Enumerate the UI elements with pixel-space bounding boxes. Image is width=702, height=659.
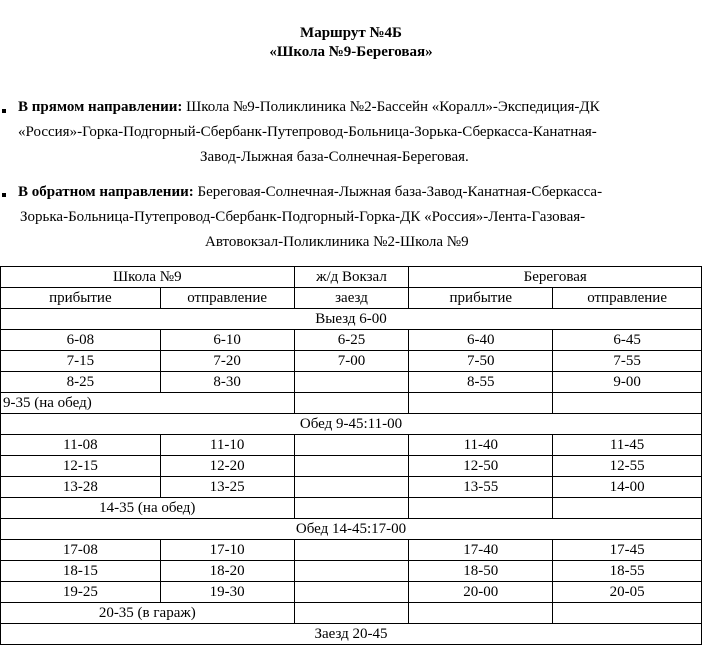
col-arrival-2: прибытие (409, 288, 553, 309)
table-cell: 6-45 (553, 330, 702, 351)
table-cell: 17-08 (1, 540, 161, 561)
reverse-line-2: Зорька-Больница-Путепровод-Сбербанк-Подгорный-Горка-ДК «Россия»-Лента-Газовая- (20, 209, 586, 225)
break-note: 20-35 (в гараж) (1, 603, 295, 624)
table-cell (294, 456, 409, 477)
section-header-row (1, 414, 702, 435)
group-station: ж/д Вокзал (294, 267, 409, 288)
table-cell (409, 393, 553, 414)
forward-label: В прямом направлении: (18, 99, 183, 115)
table-cell: 6-08 (1, 330, 161, 351)
break-note: 14-35 (на обед) (1, 498, 295, 519)
table-cell: 11-08 (1, 435, 161, 456)
table-cell (294, 393, 409, 414)
table-cell (553, 603, 702, 624)
table-cell: 11-45 (553, 435, 702, 456)
table-cell: 18-15 (1, 561, 161, 582)
col-arrival: прибытие (1, 288, 161, 309)
table-cell: 12-50 (409, 456, 553, 477)
reverse-label: В обратном направлении: (18, 184, 194, 200)
table-cell: 7-50 (409, 351, 553, 372)
page-title: Маршрут №4Б (300, 25, 402, 41)
table-cell: 19-30 (160, 582, 294, 603)
forward-line-1 (18, 99, 600, 116)
table-cell: 13-28 (1, 477, 161, 498)
note-row (1, 603, 702, 624)
forward-line-2: «Россия»-Горка-Подгорный-Сбербанк-Путепровод-Больница-Зорька-Сберкасса-Канатная- (18, 124, 597, 140)
group-header-row (1, 267, 702, 288)
table-cell: 6-25 (294, 330, 409, 351)
table-cell (294, 561, 409, 582)
table-cell: 11-10 (160, 435, 294, 456)
table-cell (294, 372, 409, 393)
section-label: Обед 9-45:11-00 (1, 414, 702, 435)
col-stop: заезд (294, 288, 409, 309)
table-cell: 13-25 (160, 477, 294, 498)
reverse-line-3: Автовокзал-Поликлиника №2-Школа №9 (205, 234, 469, 250)
note-row (1, 498, 702, 519)
forward-text-1: Школа №9-Поликлиника №2-Бассейн «Коралл»-Экспедиция-ДК (186, 99, 600, 115)
table-cell (294, 435, 409, 456)
section-label: Выезд 6-00 (1, 309, 702, 330)
table-row (1, 582, 702, 603)
table-cell: 12-20 (160, 456, 294, 477)
bullet-marker (2, 193, 6, 197)
table-row (1, 561, 702, 582)
group-shore: Береговая (409, 267, 702, 288)
table-cell: 14-00 (553, 477, 702, 498)
table-cell: 9-00 (553, 372, 702, 393)
table-row (1, 351, 702, 372)
break-note: 9-35 (на обед) (1, 393, 295, 414)
table-cell (294, 477, 409, 498)
return-note: Заезд 20-45 (1, 624, 702, 645)
table-cell: 8-55 (409, 372, 553, 393)
col-departure: отправление (160, 288, 294, 309)
table-cell (409, 603, 553, 624)
subheader-row (1, 288, 702, 309)
table-cell: 17-10 (160, 540, 294, 561)
table-cell: 11-40 (409, 435, 553, 456)
table-cell: 7-20 (160, 351, 294, 372)
section-header-row (1, 519, 702, 540)
table-cell: 6-10 (160, 330, 294, 351)
table-cell: 17-40 (409, 540, 553, 561)
table-row (1, 456, 702, 477)
note-row (1, 393, 702, 414)
reverse-text-1: Береговая-Солнечная-Лыжная база-Завод-Канатная-Сберкасса- (197, 184, 603, 200)
table-cell: 18-55 (553, 561, 702, 582)
table-cell: 17-45 (553, 540, 702, 561)
bullet-marker (2, 109, 6, 113)
table-cell (294, 540, 409, 561)
table-cell: 7-15 (1, 351, 161, 372)
forward-line-3: Завод-Лыжная база-Солнечная-Береговая. (200, 149, 469, 165)
table-cell: 13-55 (409, 477, 553, 498)
table-row (1, 330, 702, 351)
page-subtitle: «Школа №9-Береговая» (269, 44, 433, 60)
section-header-row (1, 309, 702, 330)
table-cell (553, 498, 702, 519)
table-cell: 18-50 (409, 561, 553, 582)
table-cell: 20-00 (409, 582, 553, 603)
table-cell: 6-40 (409, 330, 553, 351)
table-cell (294, 582, 409, 603)
table-cell (553, 393, 702, 414)
table-row (1, 540, 702, 561)
table-cell: 7-55 (553, 351, 702, 372)
table-row (1, 372, 702, 393)
table-cell: 18-20 (160, 561, 294, 582)
table-cell: 8-30 (160, 372, 294, 393)
table-cell: 19-25 (1, 582, 161, 603)
reverse-line-1 (18, 184, 602, 201)
table-cell (294, 603, 409, 624)
table-cell (409, 498, 553, 519)
group-school: Школа №9 (1, 267, 295, 288)
table-row (1, 435, 702, 456)
schedule-table (0, 266, 702, 645)
table-row (1, 477, 702, 498)
table-cell: 8-25 (1, 372, 161, 393)
section-label: Обед 14-45:17-00 (1, 519, 702, 540)
table-cell: 12-55 (553, 456, 702, 477)
table-cell (294, 498, 409, 519)
table-cell: 7-00 (294, 351, 409, 372)
footer-row (1, 624, 702, 645)
table-cell: 12-15 (1, 456, 161, 477)
table-cell: 20-05 (553, 582, 702, 603)
col-departure-2: отправление (553, 288, 702, 309)
